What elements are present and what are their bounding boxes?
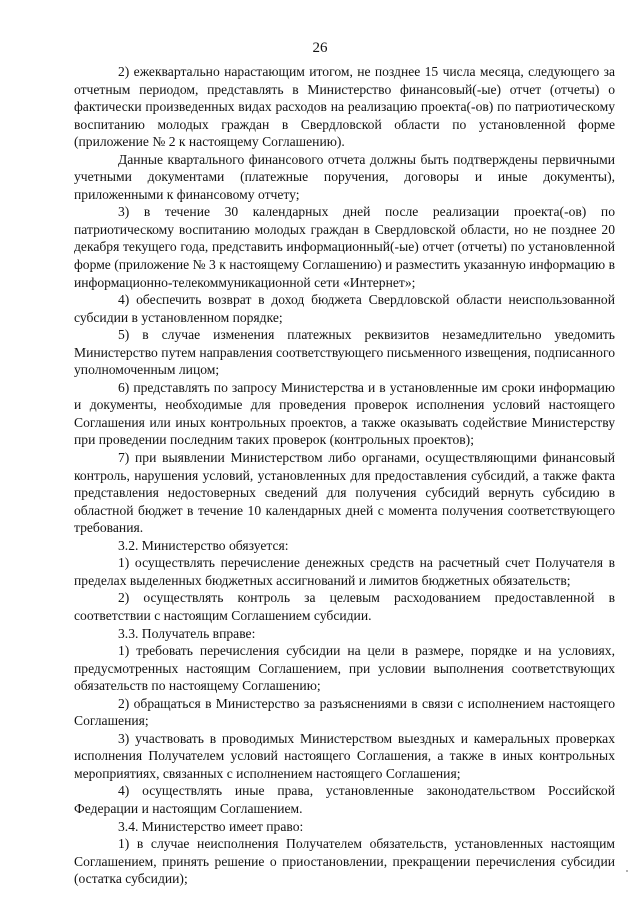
- document-body: [74, 63, 615, 888]
- section-heading-3-3: 3.3. Получатель вправе:: [118, 625, 256, 641]
- scan-speck: [626, 870, 628, 872]
- paragraph-recipient-right-4: 4) осуществлять иные права, установленные законодательством Российской Федерации и настоящим Соглашением.: [74, 783, 615, 816]
- paragraph-obligation-7: 7) при выявлении Министерством либо органами, осуществляющими финансовый контроль, нарушения условий, установленных для предоставления субсидий, а также факта представления недостоверных сведений для получения субсидий вернуть субсидию в областной бюджет в течение 10 календарных дней с момента получения соответствующего требования.: [74, 450, 615, 536]
- section-heading-3-2: 3.2. Министерство обязуется:: [118, 537, 289, 553]
- paragraph-quarterly-report-confirmation: Данные квартального финансового отчета должны быть подтверждены первичными учетными документами (платежные поручения, договоры и иные документы), приложенными к финансовому отчету;: [74, 151, 615, 202]
- paragraph-obligation-3: 3) в течение 30 календарных дней после реализации проекта(-ов) по патриотическому воспитанию молодых граждан в Свердловской области, но не позднее 20 декабря текущего года, представить информационный(-ые) отчет (отчеты) по установленной форме (приложение № 3 к настоящему Соглашению) и разместить указанную информацию в информационно-телекоммуникационной сети «Интернет»;: [74, 204, 615, 290]
- paragraph-obligation-2: 2) ежеквартально нарастающим итогом, не позднее 15 числа месяца, следующего за отчетным периодом, представлять в Министерство финансовый(-ые) отчет (отчеты) о фактически произведенных видах расходов на реализацию проекта(-ов) по патриотическому воспитанию молодых граждан в Свердловской области по установленной форме (приложение № 2 к настоящему Соглашению).: [74, 64, 615, 150]
- paragraph-recipient-right-2: 2) обращаться в Министерство за разъяснениями в связи с исполнением настоящего Соглашения;: [74, 695, 615, 729]
- paragraph-recipient-right-3: 3) участвовать в проводимых Министерством выездных и камеральных проверках исполнения Получателем условий настоящего Соглашения, а также в иных контрольных мероприятиях, связанных с исполнением настоящего Соглашения;: [74, 730, 615, 781]
- paragraph-obligation-6: 6) представлять по запросу Министерства и в установленные им сроки информацию и документы, необходимые для проведения проверок исполнения условий настоящего Соглашения или иных контрольных проектов, а также оказывать содействие Министерству при проведении последним таких проверок (контрольных проектов);: [74, 379, 615, 448]
- paragraph-ministry-duty-1: 1) осуществлять перечисление денежных средств на расчетный счет Получателя в пределах выделенных бюджетных ассигнований и лимитов бюджетных обязательств;: [74, 555, 615, 588]
- paragraph-obligation-4: 4) обеспечить возврат в доход бюджета Свердловской области неиспользованной субсидии в установленном порядке;: [74, 292, 615, 325]
- paragraph-ministry-duty-2: 2) осуществлять контроль за целевым расходованием предоставленной в соответствии с настоящим Соглашением субсидии.: [74, 590, 615, 623]
- section-heading-3-4: 3.4. Министерство имеет право:: [118, 818, 304, 834]
- paragraph-recipient-right-1: 1) требовать перечисления субсидии на цели в размере, порядке и на условиях, предусмотренных настоящим Соглашением, при условии выполнения соответствующих обязательств по настоящему Соглашению;: [74, 643, 615, 694]
- paragraph-obligation-5: 5) в случае изменения платежных реквизитов незамедлительно уведомить Министерство путем направления соответствующего письменного извещения, подписанного уполномоченным лицом;: [74, 327, 615, 378]
- page-number: 26: [312, 40, 328, 56]
- paragraph-ministry-right-1: 1) в случае неисполнения Получателем обязательств, установленных настоящим Соглашением, принять решение о приостановлении, прекращении перечисления субсидии (остатка субсидии);: [74, 836, 615, 887]
